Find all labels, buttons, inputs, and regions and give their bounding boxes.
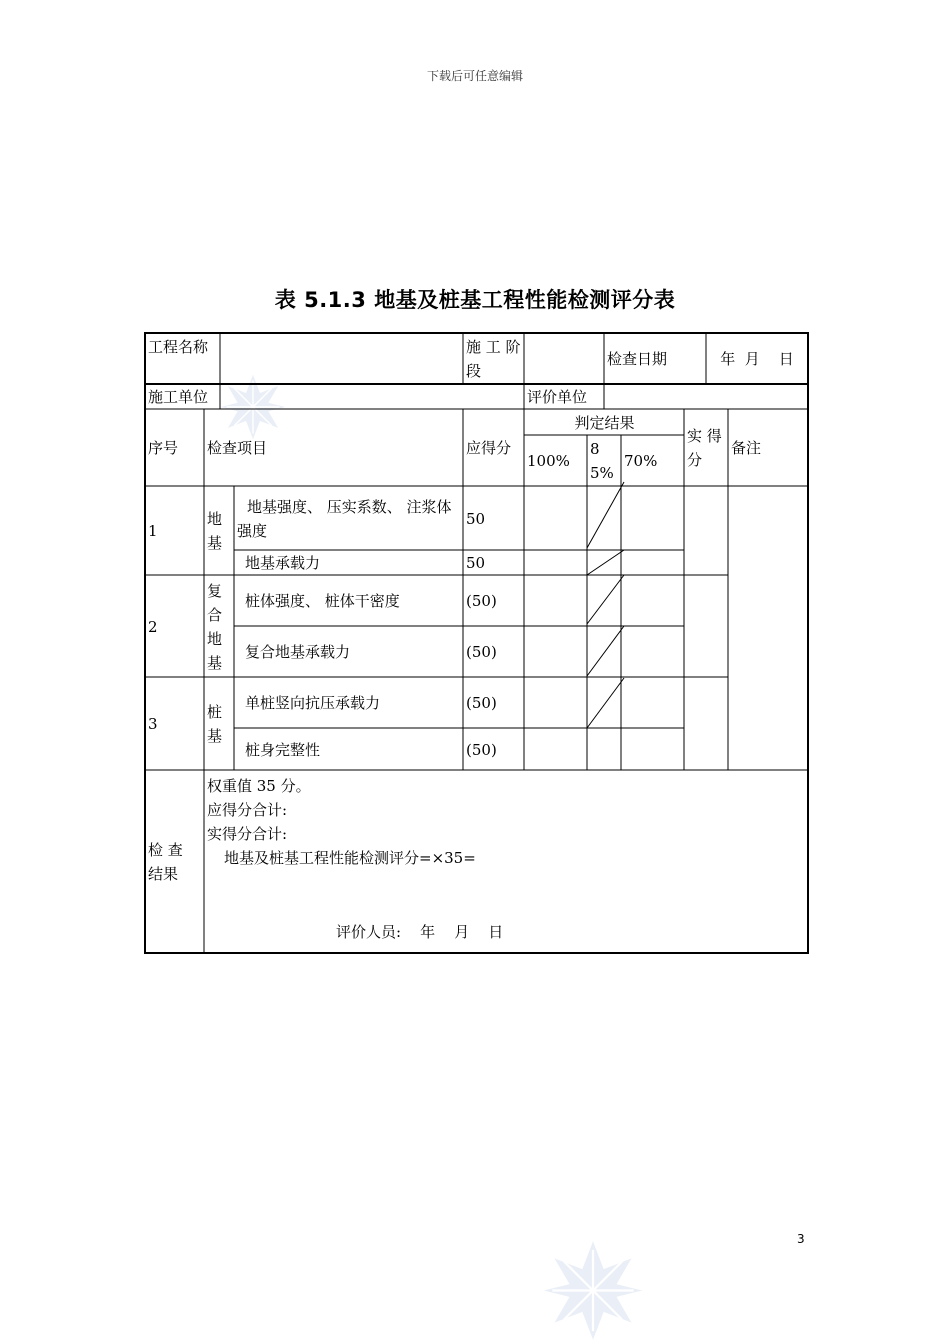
- result-actual-total: 实得分合计:: [207, 825, 288, 843]
- col-item-header: 检查项目: [207, 439, 268, 457]
- construction-stage-label: 施 工 阶段: [466, 338, 521, 380]
- page-number: 3: [797, 1232, 805, 1246]
- result-formula: 地基及桩基工程性能检测评分=×35=: [224, 849, 476, 867]
- page-title: 表 5.1.3 地基及桩基工程性能检测评分表: [274, 288, 676, 312]
- result-label: 检 查 结果: [148, 840, 183, 883]
- group-2-serial: 2: [148, 617, 158, 636]
- item-composite-bearing-score: (50): [466, 643, 497, 661]
- item-foundation-bearing-score: 50: [466, 554, 486, 572]
- group-3-category: 桩基: [207, 703, 223, 745]
- col-remarks-header: 备注: [731, 439, 762, 457]
- group-1-category: 地基: [207, 510, 223, 552]
- item-single-pile-bearing-score: (50): [466, 694, 497, 712]
- item-pile-strength: 桩体强度、 桩体干密度: [245, 592, 400, 610]
- inspection-date-label: 检查日期: [607, 350, 668, 368]
- group-1-serial: 1: [148, 522, 158, 540]
- group-2-category: 复合地基: [207, 581, 223, 672]
- project-name-field[interactable]: [221, 334, 463, 384]
- evaluation-unit-field[interactable]: [605, 385, 807, 409]
- col-actual-score-header: 实 得分: [687, 427, 722, 469]
- result-evaluator: 评价人员: 年 月 日: [336, 923, 504, 941]
- col-70-header: 70%: [624, 452, 658, 470]
- item-foundation-strength: 地基强度、 压实系数、 注浆体强度: [237, 497, 452, 540]
- project-name-label: 工程名称: [148, 338, 209, 356]
- construction-unit-label: 施工单位: [148, 388, 209, 406]
- header-note: 下载后可任意编辑: [426, 69, 523, 83]
- item-pile-integrity: 桩身完整性: [245, 740, 321, 759]
- col-100-header: 100%: [527, 452, 570, 470]
- construction-stage-field[interactable]: [525, 334, 604, 384]
- scoring-table: [144, 332, 809, 954]
- result-expected-total: 应得分合计:: [207, 801, 288, 819]
- col-expected-score-header: 应得分: [466, 439, 512, 457]
- item-foundation-strength-score: 50: [466, 509, 486, 528]
- col-judgment-header: 判定结果: [574, 413, 635, 432]
- item-pile-strength-score: (50): [466, 592, 497, 610]
- item-composite-bearing: 复合地基承载力: [245, 643, 351, 661]
- item-single-pile-bearing: 单桩竖向抗压承载力: [245, 694, 381, 712]
- evaluation-unit-label: 评价单位: [527, 388, 588, 406]
- group-3-serial: 3: [148, 715, 158, 733]
- col-serial-header: 序号: [148, 439, 179, 457]
- col-85-header: 85%: [590, 440, 614, 482]
- construction-unit-field[interactable]: [221, 385, 524, 409]
- result-weight: 权重值 35 分。: [207, 777, 311, 795]
- item-foundation-bearing: 地基承载力: [245, 554, 321, 572]
- inspection-date-field[interactable]: 年 月 日: [720, 350, 794, 368]
- item-pile-integrity-score: (50): [466, 740, 497, 759]
- snowflake-watermark-icon: [538, 1237, 648, 1344]
